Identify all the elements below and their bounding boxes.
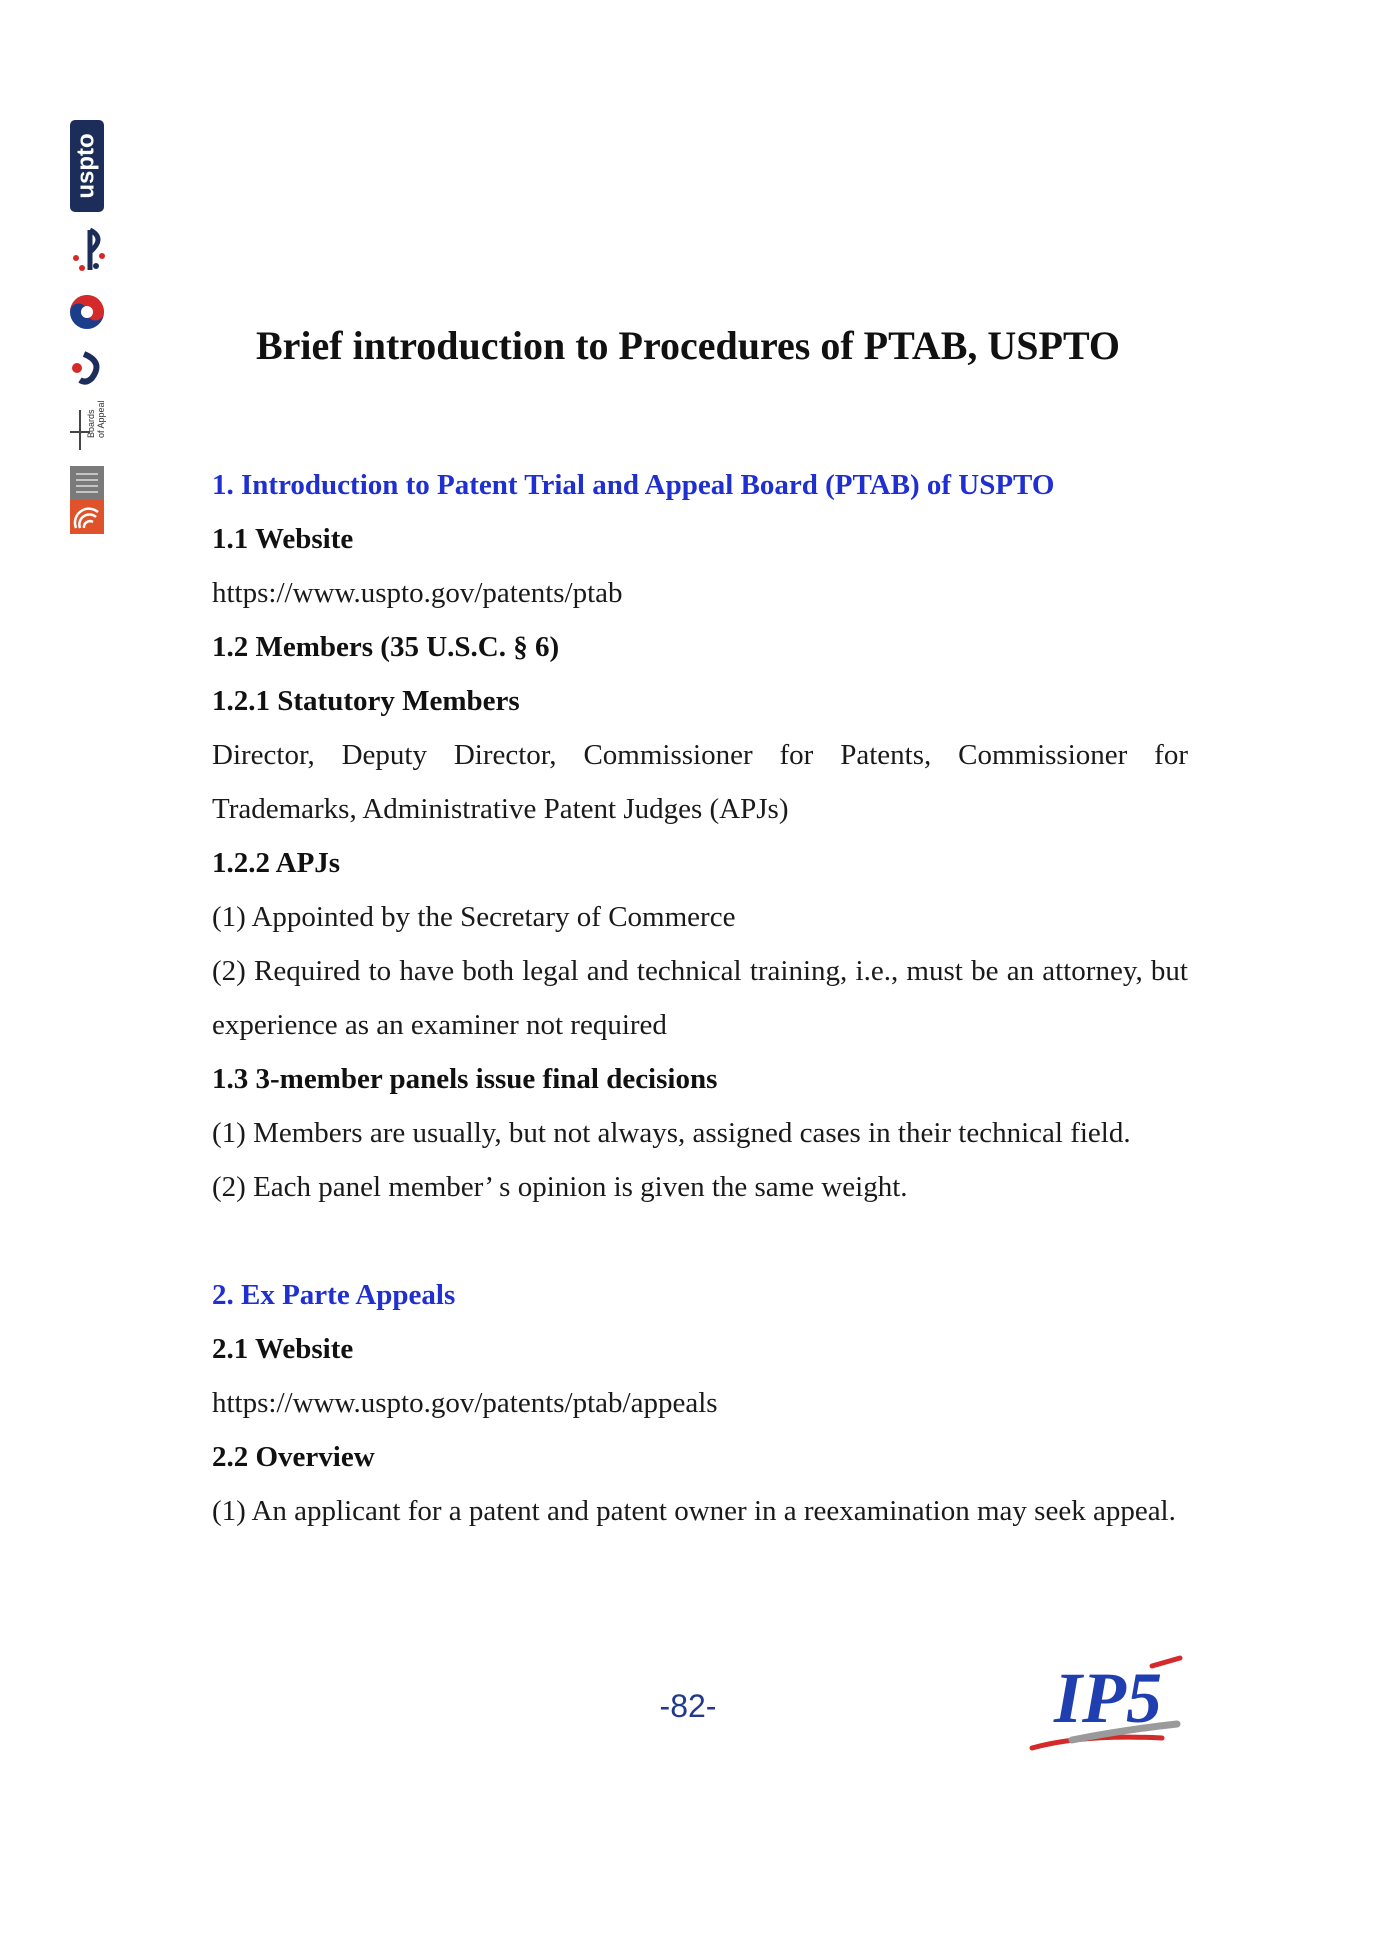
section-1-2-2-heading: 1.2.2 APJs <box>212 847 341 879</box>
ip5-logo <box>1012 1652 1192 1762</box>
section-2-1-heading: 2.1 Website <box>212 1333 354 1365</box>
page-number: -82- <box>659 1688 717 1724</box>
uspto-logo-text: uspto <box>72 133 100 199</box>
document-body <box>212 458 1188 1538</box>
statutory-members-text: Director, Deputy Director, Commissioner for Patents, Commissioner for Trademarks, Administrative Patent Judges (APJs) <box>212 739 1188 825</box>
section-1-1-heading: 1.1 Website <box>212 523 354 555</box>
appeals-website-url: https://www.uspto.gov/patents/ptab/appeals <box>212 1387 718 1419</box>
panels-item-2: (2) Each panel member’ s opinion is given the same weight. <box>212 1171 908 1203</box>
overview-item-1: (1) An applicant for a patent and patent owner in a reexamination may seek appeal. <box>212 1495 1176 1527</box>
boards-label: Boards <box>86 409 96 438</box>
section-2-2-heading: 2.2 Overview <box>212 1441 375 1473</box>
section-1-3-heading: 1.3 3-member panels issue final decisions <box>212 1063 718 1095</box>
apjs-item-1: (1) Appointed by the Secretary of Commerce <box>212 901 736 933</box>
of-appeal-label: of Appeal <box>96 400 106 438</box>
section-1-heading: 1. Introduction to Patent Trial and Appeal Board (PTAB) of USPTO <box>212 469 1055 501</box>
jpo-logo <box>73 230 105 271</box>
epo-boards-of-appeal-logo <box>70 400 106 450</box>
epo-logo <box>70 466 104 534</box>
uspto-logo <box>70 120 104 212</box>
section-1-2-1-heading: 1.2.1 Statutory Members <box>212 685 520 717</box>
section-2-heading: 2. Ex Parte Appeals <box>212 1279 456 1311</box>
page-title: Brief introduction to Procedures of PTAB, USPTO <box>255 323 1121 368</box>
section-spacer <box>212 1214 1188 1268</box>
apjs-item-2: (2) Required to have both legal and technical training, i.e., must be an attorney, but experience as an examiner not required <box>212 955 1188 1041</box>
ip5-logo-text: IP5 <box>1054 1658 1162 1738</box>
panels-item-1: (1) Members are usually, but not always, assigned cases in their technical field. <box>212 1117 1131 1149</box>
ptab-website-url: https://www.uspto.gov/patents/ptab <box>212 577 623 609</box>
section-1-2-heading: 1.2 Members (35 U.S.C. § 6) <box>212 631 560 663</box>
